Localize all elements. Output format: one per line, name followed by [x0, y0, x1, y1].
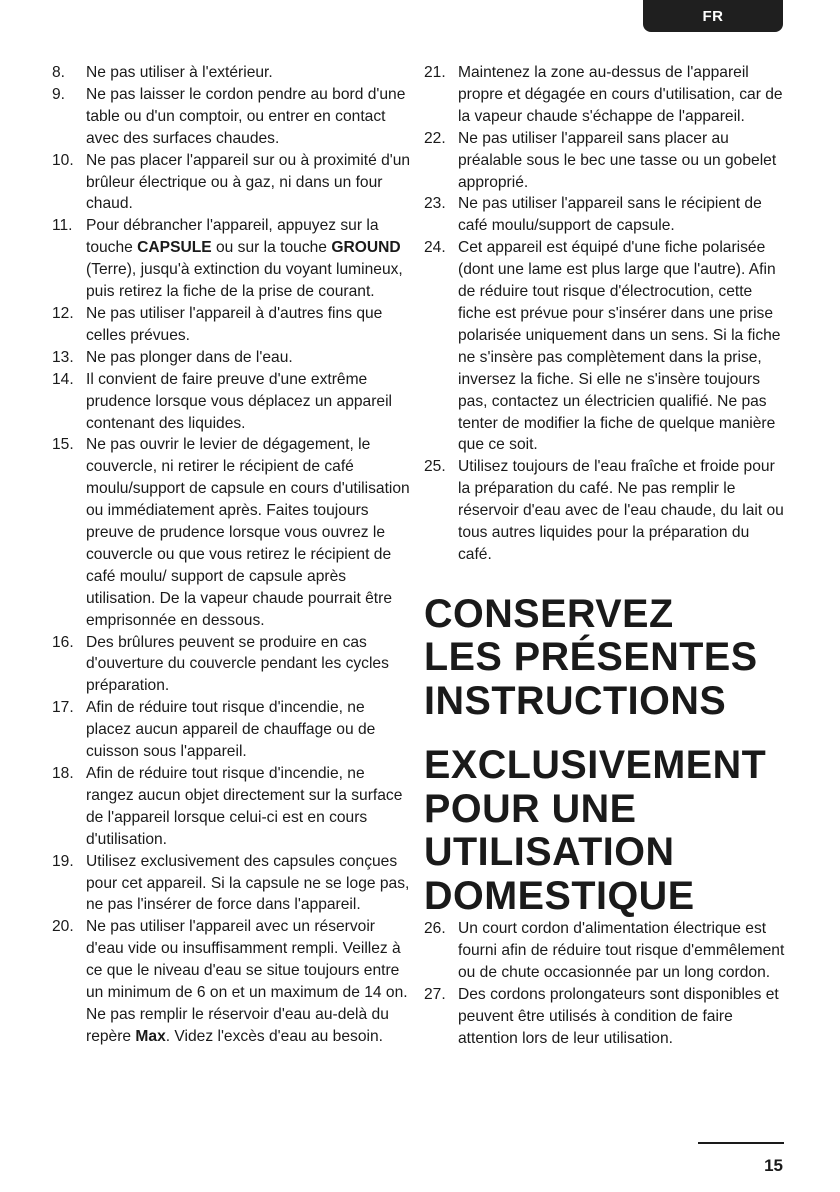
heading-line: INSTRUCTIONS: [424, 678, 727, 723]
item-text: [86, 215, 412, 303]
list-item: [52, 215, 412, 303]
item-text: Utilisez toujours de l'eau fraîche et froide pour la préparation du café. Ne pas remplir le réservoir d'eau avec de l'eau chaude, du lait ou tous autres liquides pour la préparation du café.: [458, 458, 784, 563]
heading-line: CONSERVEZ: [424, 591, 674, 636]
item-number: 14.: [52, 370, 74, 388]
list-item: [52, 763, 412, 851]
item-text: Un court cordon d'alimentation électrique est fourni afin de réduire tout risque d'emmêlement ou de chute occasionnée par un long cordon.: [458, 920, 785, 982]
item-text: Afin de réduire tout risque d'incendie, ne rangez aucun objet directement sur la surface de l'appareil lorsque celui-ci est en cours d'utilisation.: [86, 765, 403, 848]
item-text-part: Pour débrancher l'appareil, appuyez sur la touche: [86, 217, 379, 257]
left-column: [52, 62, 412, 1048]
list-item: [52, 697, 412, 763]
list-item: [52, 851, 412, 917]
item-text: [86, 916, 412, 1047]
item-text: Ne pas ouvrir le levier de dégagement, le couvercle, ni retirer le récipient de café moulu/support de capsule en cours d'utilisation ou immédiatement après. Faites toujours preuve de prudence lorsque vous ouvrez le couvercle ou que vous retirez le récipient de café moulu/ support de capsule après utilisation. De la vapeur chaude pourrait être emprisonnée en dessous.: [86, 436, 410, 629]
item-text: Ne pas utiliser l'appareil sans placer au préalable sous le bec une tasse ou un gobelet approprié.: [458, 129, 777, 191]
list-item: [424, 456, 786, 566]
list-item: [424, 193, 786, 237]
list-item: [424, 128, 786, 194]
heading-line: POUR UNE: [424, 786, 637, 831]
safety-list-right: [424, 62, 786, 566]
item-number: 18.: [52, 765, 74, 782]
item-number: 27.: [424, 986, 446, 1004]
save-instructions-heading: [424, 593, 786, 724]
item-text: Utilisez exclusivement des capsules conçues pour cet appareil. Si la capsule ne se loge pas, ne pas l'insérer de force dans l'appareil.: [86, 852, 410, 914]
heading-line: UTILISATION: [424, 830, 675, 875]
item-text: Il convient de faire preuve d'une extrême prudence lorsque vous déplacez un appareil contenant des liquides.: [86, 370, 393, 432]
item-text: Ne pas laisser le cordon pendre au bord d'une table ou d'un comptoir, ou entrer en contact avec des surfaces chaudes.: [86, 85, 406, 147]
item-number: 26.: [424, 920, 446, 938]
list-item: [52, 150, 412, 216]
list-item: [424, 918, 786, 984]
item-text-part: (Terre), jusqu'à extinction du voyant lumineux, puis retirez la fiche de la prise de courant.: [86, 261, 403, 301]
list-item: [424, 237, 786, 456]
item-text-part: . Videz l'excès d'eau au besoin.: [165, 1027, 383, 1045]
item-number: 12.: [52, 304, 74, 322]
item-number: 17.: [52, 699, 74, 717]
list-item: [52, 632, 412, 698]
safety-list-left: [52, 62, 412, 1048]
list-item: [424, 984, 786, 1050]
heading-line: LES PRÉSENTES: [424, 635, 758, 680]
list-item: [52, 916, 412, 1047]
max-mark-label: Max: [135, 1027, 166, 1045]
item-number: 25.: [424, 458, 446, 476]
cord-list: [424, 918, 786, 1049]
right-column: [424, 62, 786, 1050]
item-number: 10.: [52, 151, 74, 169]
heading-line: DOMESTIQUE: [424, 873, 695, 918]
item-number: 21.: [424, 64, 446, 81]
item-text: Ne pas placer l'appareil sur ou à proximité d'un brûleur électrique ou à gaz, ni dans un four chaud.: [86, 151, 411, 213]
item-number: 11.: [52, 217, 73, 235]
language-tab: FR: [643, 0, 783, 32]
page-number: 15: [764, 1156, 783, 1175]
list-item: [52, 369, 412, 435]
item-text: Ne pas utiliser l'appareil à d'autres fins que celles prévues.: [86, 304, 383, 344]
list-item: [52, 347, 412, 369]
item-number: 22.: [424, 129, 446, 147]
list-item: [52, 434, 412, 631]
item-text: Des brûlures peuvent se produire en cas d'ouverture du couvercle pendant les cycles préparation.: [86, 633, 389, 695]
item-text-part: ou sur la touche: [211, 239, 332, 257]
item-number: 16.: [52, 633, 74, 651]
item-text: Maintenez la zone au-dessus de l'appareil propre et dégagée en cours d'utilisation, car de la vapeur chaude s'échappe de l'appareil.: [458, 64, 783, 125]
item-text: Ne pas utiliser l'appareil sans le récipient de café moulu/support de capsule.: [458, 195, 762, 235]
item-number: 9.: [52, 85, 66, 103]
item-text: Ne pas utiliser à l'extérieur.: [86, 64, 273, 81]
ground-key-label: GROUND: [331, 239, 401, 257]
list-item: [52, 84, 412, 150]
item-text: Ne pas plonger dans de l'eau.: [86, 348, 293, 366]
list-item: [424, 62, 786, 128]
item-number: 23.: [424, 195, 446, 213]
household-use-heading: [424, 744, 786, 918]
item-number: 19.: [52, 852, 74, 870]
footer-divider: [698, 1142, 784, 1144]
item-text: Cet appareil est équipé d'une fiche polarisée (dont une lame est plus large que l'autre). Afin de réduire tout risque d'électrocution, cette fiche est prévue pour s'insérer dans une prise polarisée uniquement dans un sens. Si la fiche ne s'insère pas complètement dans la prise, inversez la fiche. Si elle ne s'insère toujours pas, contactez un électricien qualifié. Ne pas tenter de modifier la fiche de quelque manière que ce soit.: [458, 239, 781, 454]
capsule-key-label: CAPSULE: [137, 239, 212, 257]
heading-line: EXCLUSIVEMENT: [424, 743, 767, 788]
item-text: Des cordons prolongateurs sont disponibles et peuvent être utilisés à condition de faire attention lors de leur utilisation.: [458, 986, 779, 1047]
item-number: 15.: [52, 436, 74, 454]
item-number: 24.: [424, 239, 446, 257]
item-number: 13.: [52, 348, 74, 366]
list-item: [52, 62, 412, 84]
list-item: [52, 303, 412, 347]
item-text-part: Ne pas utiliser l'appareil avec un réservoir d'eau vide ou insuffisamment rempli. Veillez à ce que le niveau d'eau se situe toujours entre un minimum de 6 on et un maximum de 14 on. Ne pas remplir le réservoir d'eau au-delà du repère: [86, 918, 408, 1045]
item-number: 20.: [52, 918, 74, 936]
item-number: 8.: [52, 64, 66, 81]
item-text: Afin de réduire tout risque d'incendie, ne placez aucun appareil de chauffage ou de cuisson sous l'appareil.: [86, 699, 376, 761]
